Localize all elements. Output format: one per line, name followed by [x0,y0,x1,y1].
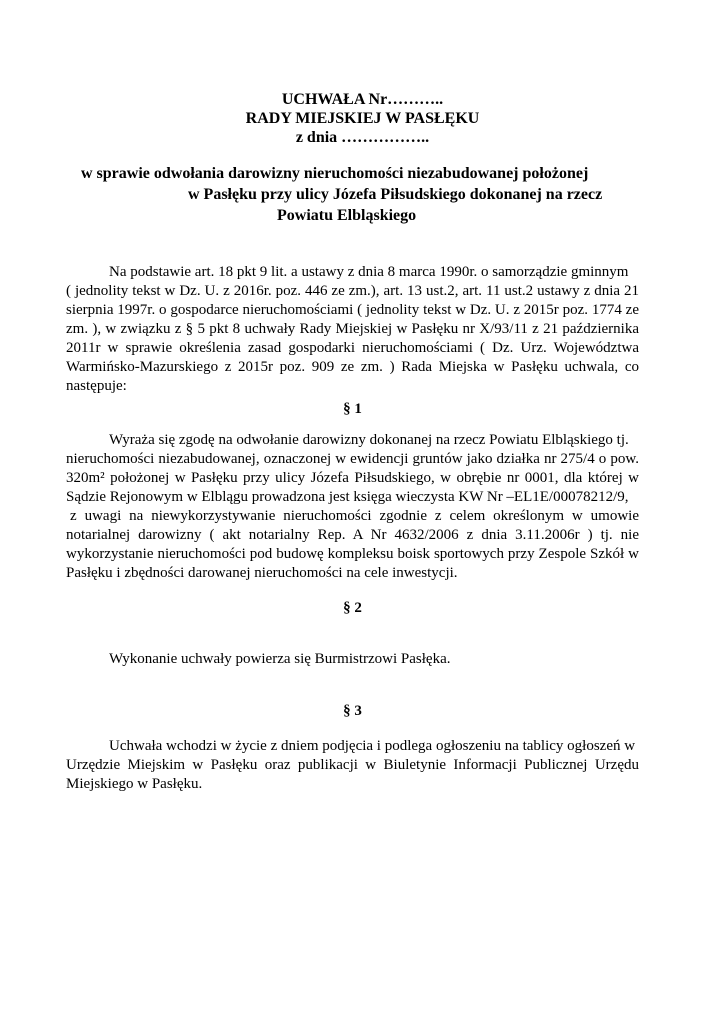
section-3-line: Miejskiego w Pasłęku. [66,776,203,792]
subject-line-2: w Pasłęku przy ulicy Józefa Piłsudskiego dokonanej na rzecz [188,186,603,203]
preamble-line: zm. ), w związku z § 5 pkt 8 uchwały Rady Miejskiej w Pasłęku nr X/93/11 z 21 października [66,321,639,337]
section-1-line: wykorzystanie nieruchomości pod budowę kompleksu boisk sportowych przy Zespole Szkół w [66,546,639,562]
subject-line-3: Powiatu Elbląskiego [277,207,417,224]
section-1-line: 320m² położonej w Pasłęku przy ulicy Józefa Piłsudskiego, w obrębie nr 0001, dla której w [66,470,639,486]
preamble-line: Na podstawie art. 18 pkt 9 lit. a ustawy z dnia 8 marca 1990r. o samorządzie gminnym [109,264,629,280]
preamble-line: Warmińsko-Mazurskiego z 2015r poz. 909 ze zm. ) Rada Miejska w Pasłęku uchwala, co [66,359,639,375]
section-1-line: nieruchomości niezabudowanej, oznaczonej w ewidencji gruntów jako działka nr 275/4 o pow. [66,451,639,467]
section-3-line: Uchwała wchodzi w życie z dniem podjęcia i podlega ogłoszeniu na tablicy ogłoszeń w [109,738,636,754]
section-2-line: Wykonanie uchwały powierza się Burmistrzowi Pasłęka. [109,651,451,667]
section-1-line: z uwagi na niewykorzystywanie nieruchomości zgodnie z celem określonym w umowie [70,508,639,524]
section-3-sign: § 3 [343,703,362,719]
preamble-line: ( jednolity tekst w Dz. U. z 2016r. poz. 446 ze zm.), art. 13 ust.2, art. 11 ust.2 ustawy z dnia 21 [66,283,639,299]
resolution-date: z dnia …………….. [295,129,430,146]
subject-line-1: w sprawie odwołania darowizny nieruchomości niezabudowanej położonej [81,165,589,182]
preamble-line: 2011r w sprawie określenia zasad gospodarki nieruchomościami ( Dz. Urz. Województwa [66,340,639,356]
resolution-number: UCHWAŁA Nr……….. [281,91,444,108]
council-name: RADY MIEJSKIEJ W PASŁĘKU [245,110,480,127]
preamble-line: sierpnia 1997r. o gospodarce nieruchomościami ( jednolity tekst w Dz. U. z 2015r poz. 1774 ze [66,302,639,318]
section-1-line: Wyraża się zgodę na odwołanie darowizny dokonanej na rzecz Powiatu Elbląskiego tj. [109,432,629,448]
section-2-sign: § 2 [343,600,362,616]
section-1-line: Sądzie Rejonowym w Elblągu prowadzona jest księga wieczysta KW Nr –EL1E/00078212/9, [66,489,629,505]
section-3-line: Urzędzie Miejskim w Pasłęku oraz publikacji w Biuletynie Informacji Publicznej Urzędu [66,757,639,773]
section-1-sign: § 1 [343,401,362,417]
section-1-line: Pasłęku i zbędności darowanej nieruchomości na cele inwestycji. [66,565,458,581]
section-1-line: notarialnej darowizny ( akt notarialny Rep. A Nr 4632/2006 z dnia 3.11.2006r ) tj. nie [66,527,639,543]
preamble-line: następuje: [66,378,127,394]
